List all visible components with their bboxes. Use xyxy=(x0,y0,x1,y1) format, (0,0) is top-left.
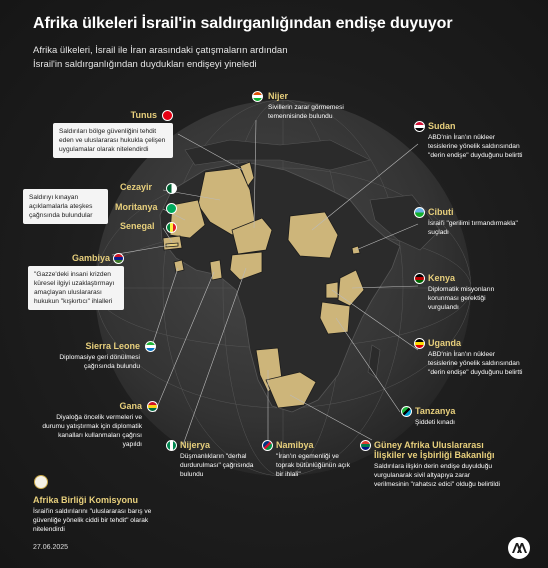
ghana-name: Gana xyxy=(119,401,142,411)
nigeria-name: Nijerya xyxy=(180,440,211,450)
niger-flag-icon xyxy=(252,91,263,102)
uganda-text: ABD'nin İran'ın nükleer tesislerine yönelik saldırısından "derin endişe" duyduğunu belirtti xyxy=(428,351,523,376)
callout-tanzania xyxy=(415,406,495,429)
aa-logo-icon xyxy=(507,536,531,560)
algeria-name: Cezayir xyxy=(120,182,153,192)
djibouti-name: Cibuti xyxy=(428,207,454,217)
subtitle-line-1: Afrika ülkeleri, İsrail ile İran arasındaki çatışmaların ardından xyxy=(33,45,288,56)
south-africa-name-line2: İlişkiler ve İşbirliği Bakanlığı xyxy=(374,450,495,460)
south-africa-flag-icon xyxy=(360,440,371,451)
callout-gambia xyxy=(28,253,124,310)
senegal-name: Senegal xyxy=(120,221,155,231)
callout-south-africa xyxy=(374,440,504,491)
gambia-text: "Gazze'deki insani krizden küresel ilgiyi uzaklaştırmayı amaçlayan uluslararası hukukun "kışkırtıcı" ihlalleri xyxy=(28,266,124,310)
african-union-name: Afrika Birliği Komisyonu xyxy=(33,495,139,505)
tanzania-name: Tanzanya xyxy=(415,406,456,416)
callout-tunisia xyxy=(53,110,173,158)
tunisia-name: Tunus xyxy=(130,110,157,120)
ghana-text: Diyaloğa öncelik vermeleri ve durumu yatıştırmak için diplomatik kanalları kullanmaları çağrısı yapıldı xyxy=(42,414,142,448)
tunisia-flag-icon xyxy=(162,110,173,121)
namibia-flag-icon xyxy=(262,440,273,451)
callout-niger xyxy=(268,91,360,123)
callout-djibouti xyxy=(428,207,524,239)
callout-algeria xyxy=(120,182,164,192)
south-africa-text: Saldırılara ilişkin derin endişe duyulduğu vurgulanarak sivil altyapıya zarar verilmesinin "rahatsız edici" olduğu belirtildi xyxy=(374,463,500,488)
page-subtitle xyxy=(33,44,353,72)
sierra-leone-flag-icon xyxy=(145,341,156,352)
callout-senegal xyxy=(120,221,164,231)
callout-namibia xyxy=(276,440,358,481)
djibouti-flag-icon xyxy=(414,207,425,218)
algeria-flag-icon xyxy=(166,183,177,194)
joint-statement-text: Saldırıyı kınayan açıklamalarla ateşkes çağrısında bulundular xyxy=(23,189,108,224)
ghana-flag-icon xyxy=(147,401,158,412)
south-africa-name-line1: Güney Afrika Uluslararası xyxy=(374,440,484,450)
djibouti-text: İsrail'i "gerilimi tırmandırmakla" suçladı xyxy=(428,220,518,236)
tanzania-text: Şiddeti kınadı xyxy=(415,419,455,426)
map-sierra-leone xyxy=(174,260,184,272)
page-title: Afrika ülkeleri İsrail'in saldırganlığından endişe duyuyor xyxy=(33,15,453,32)
callout-ghana xyxy=(38,401,158,451)
kenya-name: Kenya xyxy=(428,273,456,283)
gambia-flag-icon xyxy=(113,253,124,264)
kenya-text: Diplomatik misyonların korunması gerektiği vurgulandı xyxy=(428,286,495,311)
sierra-leone-name: Sierra Leone xyxy=(85,341,140,351)
callout-kenya xyxy=(428,273,514,314)
uganda-flag-icon xyxy=(414,338,425,349)
sudan-flag-icon xyxy=(414,121,425,132)
niger-name: Nijer xyxy=(268,91,289,101)
niger-text: Sivillerin zarar görmemesi temennisinde bulundu xyxy=(268,104,344,120)
namibia-name: Namibya xyxy=(276,440,314,450)
callout-sudan xyxy=(428,121,526,162)
senegal-flag-icon xyxy=(166,222,177,233)
kenya-flag-icon xyxy=(414,273,425,284)
callout-african-union xyxy=(33,495,168,536)
callout-mauritania xyxy=(115,202,165,212)
callout-sierra-leone xyxy=(38,341,156,373)
african-union-text: İsrail'in saldırılarını "uluslararası barış ve güvenliğe yönelik ciddi bir tehdit" olarak nitelendirdi xyxy=(33,508,152,533)
callout-nigeria xyxy=(180,440,260,481)
sudan-text: ABD'nin İran'ın nükleer tesislerine yönelik saldırısından "derin endişe" duyduğunu belirtti xyxy=(428,134,523,159)
publish-date: 27.06.2025 xyxy=(33,544,69,551)
mauritania-name: Moritanya xyxy=(115,202,158,212)
african-union-emblem-icon xyxy=(34,475,48,489)
sierra-leone-text: Diplomasiye geri dönülmesi çağrısında bulundu xyxy=(59,354,140,370)
subtitle-line-2: İsrail'in saldırganlığından duydukları endişeyi yineledi xyxy=(33,59,257,70)
map-senegal xyxy=(163,236,182,250)
gambia-name: Gambiya xyxy=(71,253,110,263)
tunisia-text: Saldırıları bölge güvenliğini tehdit eden ve uluslararası hukukla çelişen uygulamalar olarak nitelendirdi xyxy=(53,123,173,158)
nigeria-text: Düşmanlıkların "derhal durdurulması" çağrısında bulundu xyxy=(180,453,254,478)
tanzania-flag-icon xyxy=(401,406,412,417)
namibia-text: "İran'ın egemenliği ve toprak bütünlüğünün açık bir ihlali" xyxy=(276,453,351,478)
mauritania-flag-icon xyxy=(166,203,177,214)
uganda-name: Uganda xyxy=(428,338,462,348)
callout-uganda xyxy=(428,338,526,379)
nigeria-flag-icon xyxy=(166,440,177,451)
sudan-name: Sudan xyxy=(428,121,456,131)
map-gambia xyxy=(166,243,178,247)
